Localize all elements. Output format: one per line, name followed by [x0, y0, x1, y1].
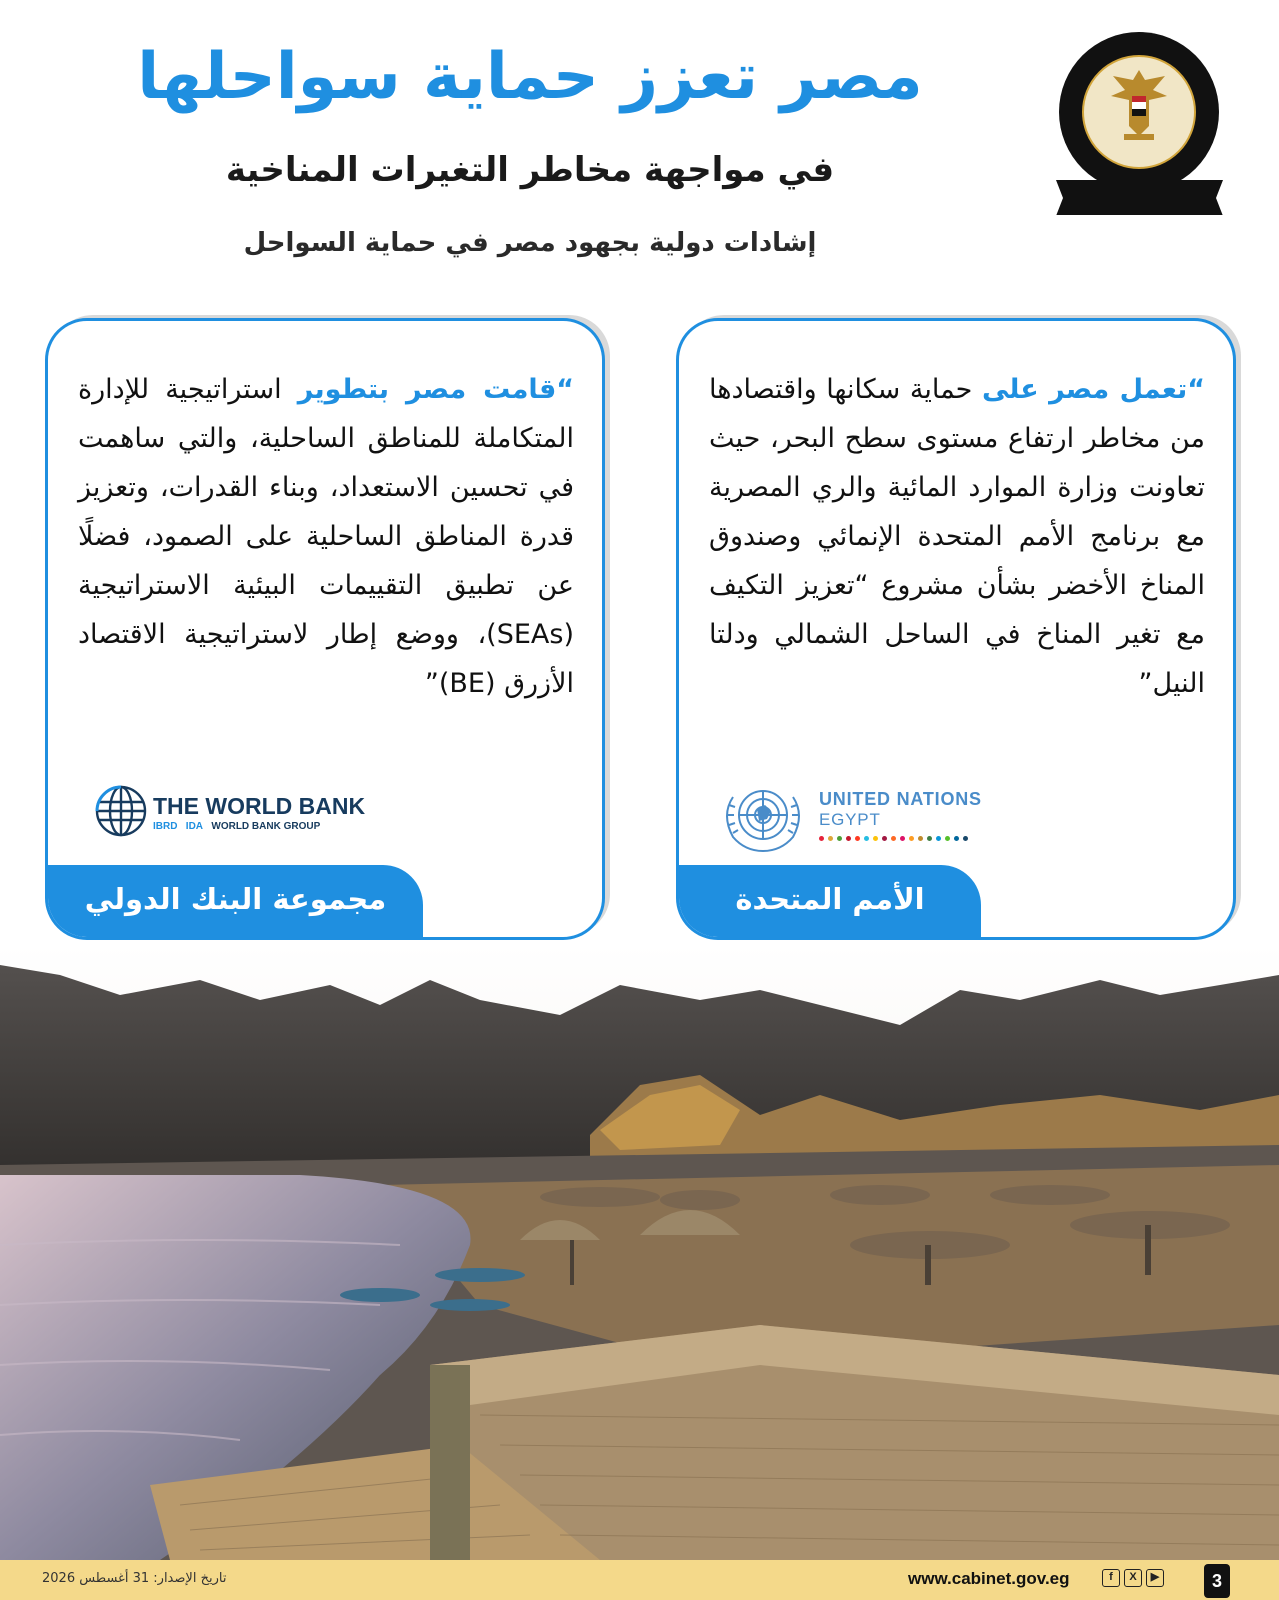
un-logo-name: UNITED NATIONS: [819, 789, 982, 809]
coastal-village-photo: [0, 945, 1279, 1560]
wb-card-tab: مجموعة البنك الدولي: [48, 865, 423, 937]
un-quote-highlight: “تعمل مصر على: [981, 374, 1205, 405]
x-icon[interactable]: X: [1124, 1569, 1142, 1587]
wb-logo-group: WORLD BANK GROUP: [211, 821, 321, 832]
sdg-dot: [918, 836, 923, 841]
sdg-dot: [855, 836, 860, 841]
sdg-dot: [900, 836, 905, 841]
sdg-dot: [891, 836, 896, 841]
sdg-dot: [819, 836, 824, 841]
wb-quote-highlight: “قامت مصر بتطوير: [297, 374, 574, 405]
page-number: 3: [1204, 1564, 1230, 1598]
un-logo-country: EGYPT: [819, 810, 881, 829]
un-egypt-logo: [717, 775, 1017, 855]
website-link[interactable]: www.cabinet.gov.eg: [908, 1569, 1070, 1588]
youtube-icon[interactable]: ▶: [1146, 1569, 1164, 1587]
page-title: مصر تعزز حماية سواحلها: [137, 40, 923, 114]
social-links: [1102, 1569, 1164, 1587]
wb-logo-name: THE WORLD BANK: [153, 793, 366, 819]
cabinet-media-center-logo: [1052, 30, 1227, 215]
footer-bar: [0, 1560, 1279, 1600]
sdg-dot: [864, 836, 869, 841]
sdg-dot: [846, 836, 851, 841]
page-subtitle: في مواجهة مخاطر التغيرات المناخية: [225, 150, 835, 190]
world-bank-quote-card: [45, 318, 605, 940]
sdg-dot: [954, 836, 959, 841]
sdg-dot: [963, 836, 968, 841]
world-bank-globe-icon: [93, 783, 149, 839]
sdg-dot: [945, 836, 950, 841]
un-quote-text: [709, 365, 1205, 708]
sdg-dot: [882, 836, 887, 841]
wb-logo-ida: IDA: [185, 821, 204, 832]
wb-quote-body: استراتيجية للإدارة المتكاملة للمناطق الساحلية، والتي ساهمت في تحسين الاستعداد، وبناء القدرات، وتعزيز قدرة المناطق الساحلية على الصمود، فضلًا عن تطبيق التقييمات البيئية الاستراتيجية (SEAs)، ووضع إطار لاستراتيجية الاقتصاد الأزرق (BE)”: [78, 374, 574, 699]
sdg-dot: [927, 836, 932, 841]
facebook-icon[interactable]: f: [1102, 1569, 1120, 1587]
wb-logo-subtitle: [153, 821, 320, 832]
un-quote-body: حماية سكانها واقتصادها من مخاطر ارتفاع مستوى سطح البحر، حيث تعاونت وزارة الموارد المائية والري المصرية مع برنامج الأمم المتحدة الإنمائي وصندوق المناخ الأخضر بشأن مشروع “تعزيز التكيف مع تغير المناخ في الساحل الشمالي ودلتا النيل”: [709, 374, 1205, 699]
page-tagline: إشادات دولية بجهود مصر في حماية السواحل: [243, 228, 817, 258]
sdg-color-dots: [819, 836, 968, 841]
un-quote-card: [676, 318, 1236, 940]
sdg-dot: [936, 836, 941, 841]
wb-logo-ibrd: IBRD: [153, 821, 178, 832]
sdg-dot: [828, 836, 833, 841]
un-emblem-icon: [717, 775, 809, 855]
release-date: تاريخ الإصدار: 31 أغسطس 2026: [42, 1571, 227, 1586]
world-bank-logo: [93, 783, 393, 845]
sdg-dot: [873, 836, 878, 841]
sdg-dot: [909, 836, 914, 841]
sdg-dot: [837, 836, 842, 841]
un-card-tab: الأمم المتحدة: [679, 865, 981, 937]
wb-quote-text: [78, 365, 574, 708]
